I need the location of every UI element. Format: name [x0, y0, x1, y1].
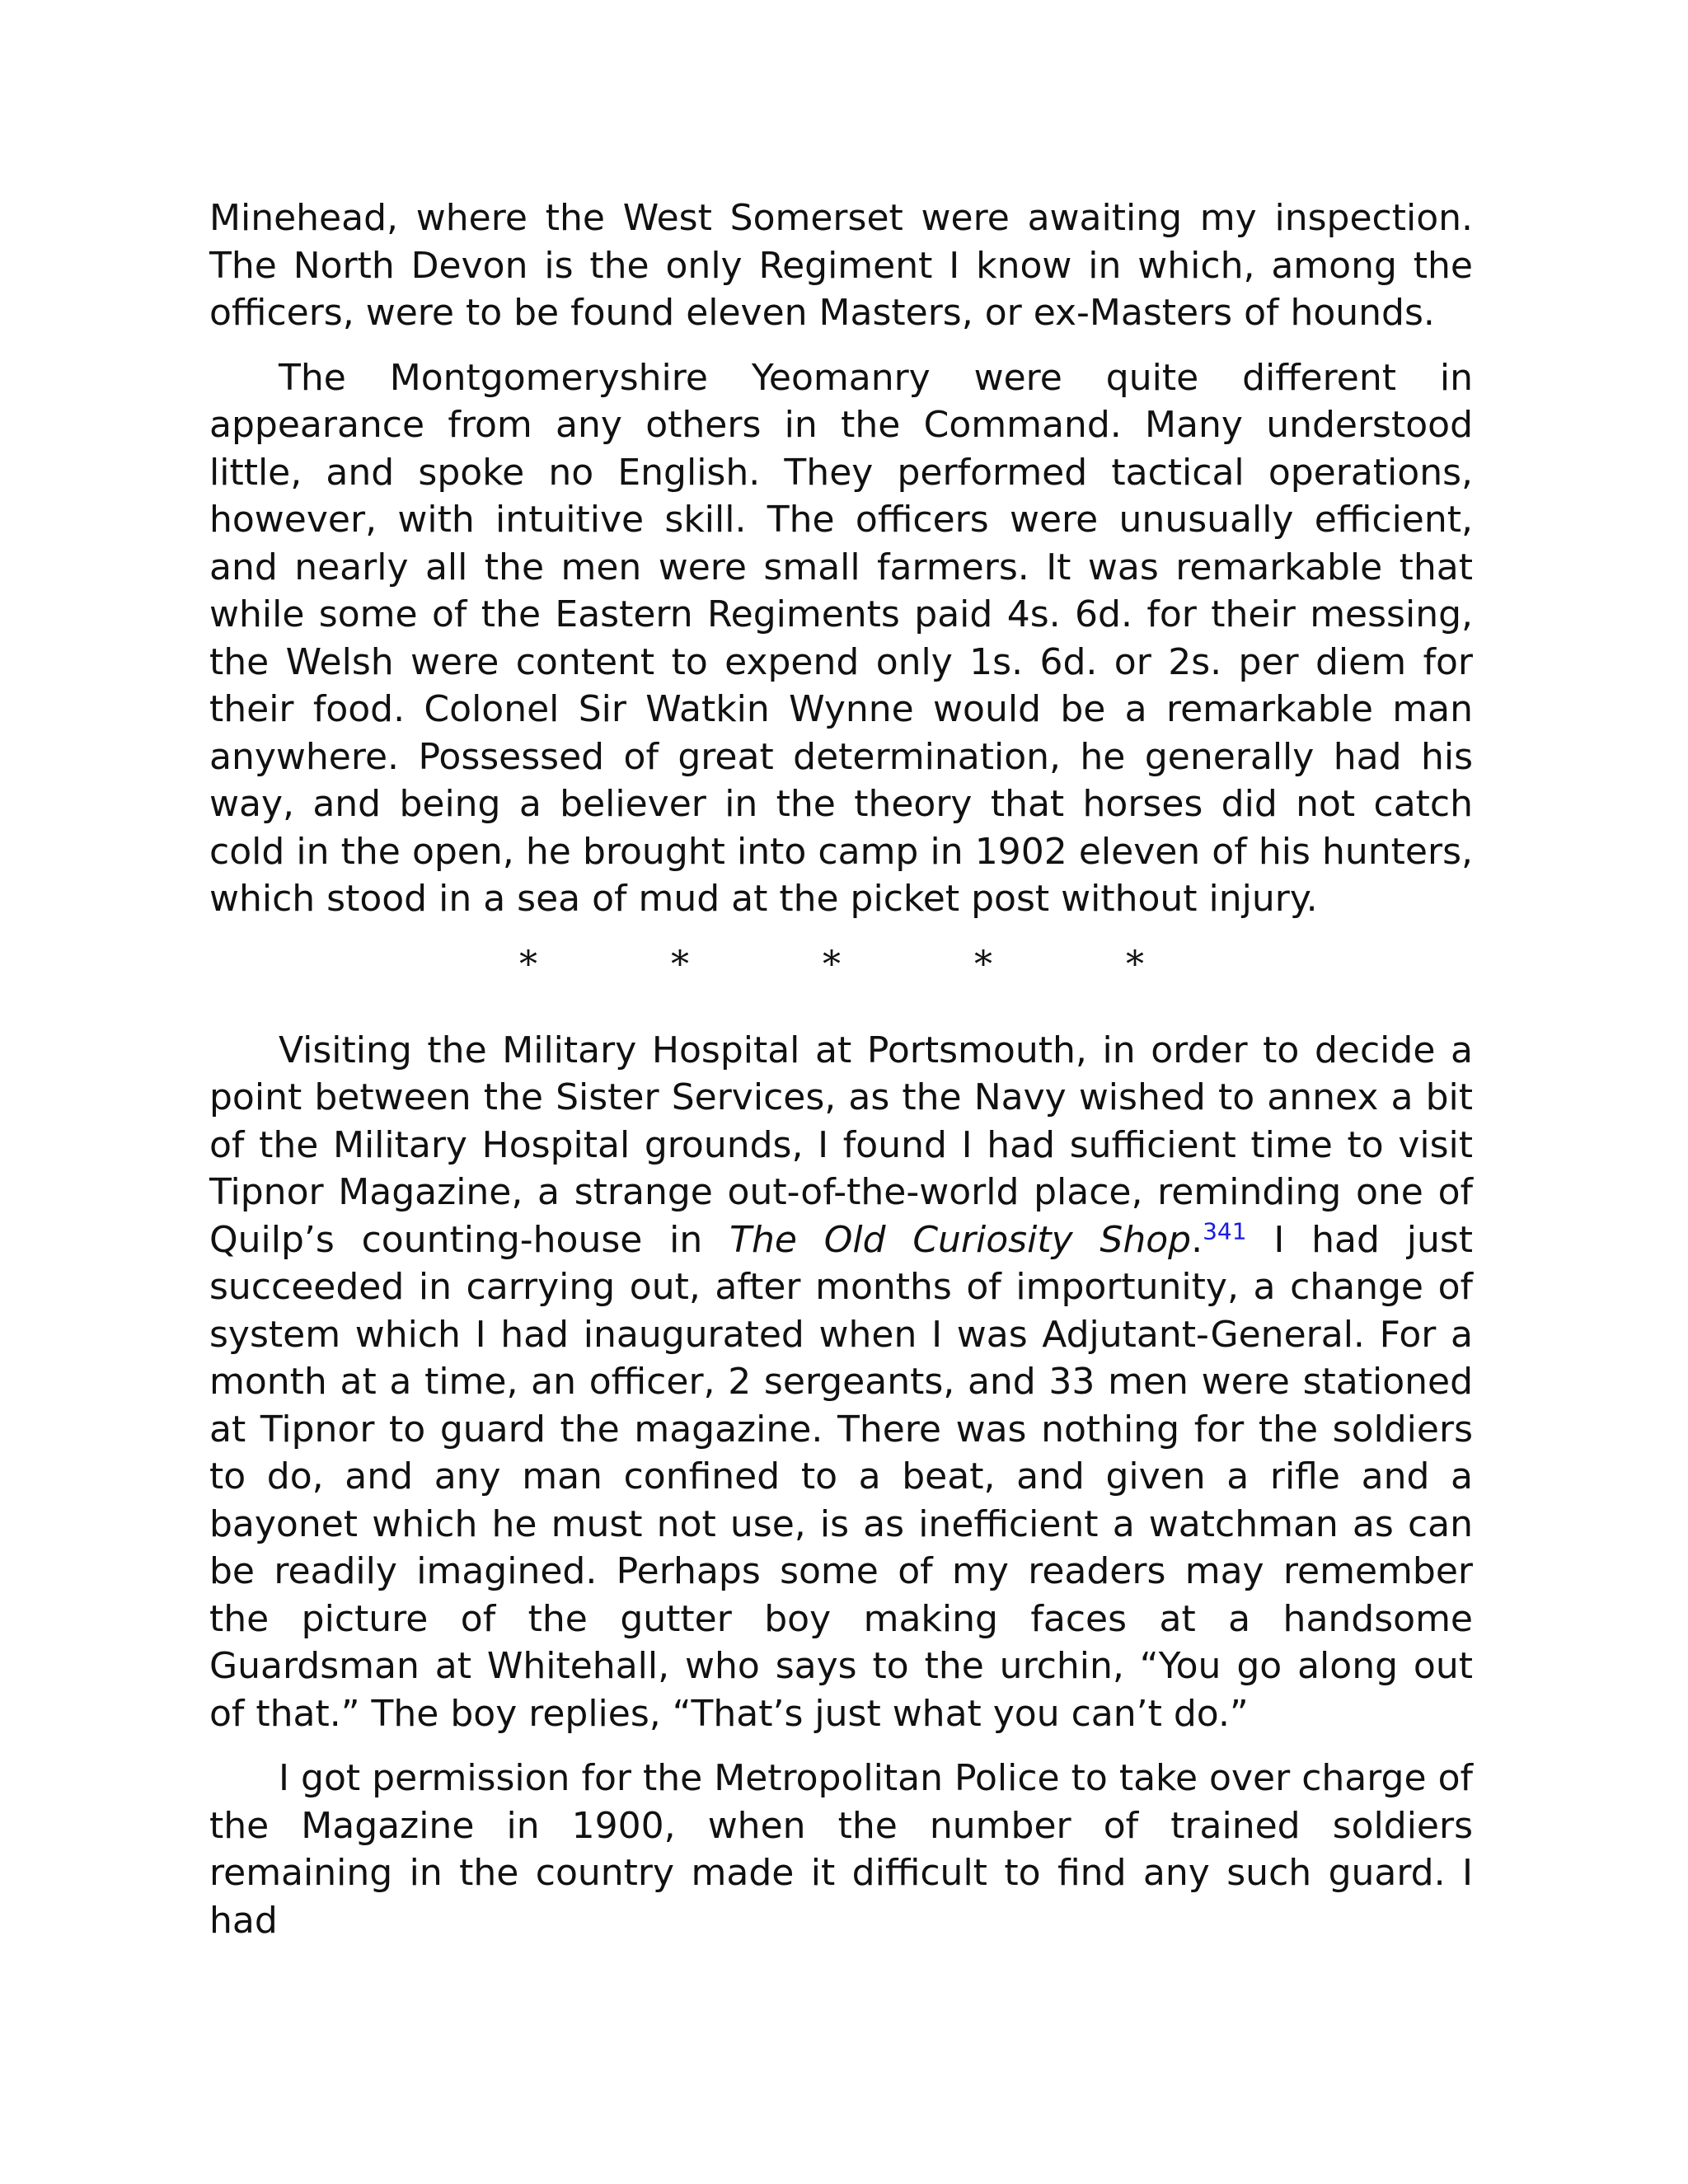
punctuation: . — [1191, 1218, 1203, 1261]
book-page — [209, 194, 1473, 1961]
separator-asterisk: * — [974, 943, 992, 986]
separator-asterisk: * — [519, 943, 537, 986]
separator-asterisk: * — [671, 943, 689, 986]
paragraph-montgomeryshire-yeomanry: The Montgomeryshire Yeomanry were quite different in appearance from any others in the Command. Many understood little, and spoke no English. They performed tactical operations, however, with intuitive skill. The officers were unusually efficient, and nearly all the men were small farmers. It was remarkable that while some of the Eastern Regiments paid 4s. 6d. for their messing, the Welsh were content to expend only 1s. 6d. or 2s. per diem for their food. Colonel Sir Watkin Wynne would be a remarkable man anywhere. Possessed of great determination, he generally had his way, and being a believer in the theory that horses did not catch cold in the open, he brought into camp in 1902 eleven of his hunters, which stood in a sea of mud at the picket post without injury. — [209, 356, 1473, 920]
separator-asterisk: * — [1126, 943, 1144, 986]
separator-asterisk: * — [823, 943, 841, 986]
section-separator — [209, 941, 1473, 988]
paragraph-military-hospital — [209, 1027, 1473, 1738]
book-title: The Old Curiosity Shop — [729, 1218, 1192, 1261]
paragraph-text: Visiting the Military Hospital at Portsmouth, in order to decide a point between the Sister Services, as the Navy wished to annex a bit of the Military Hospital grounds, I found I had sufficient time to visit Tipnor Magazine, a strange out-of-the-world place, reminding one of Quilp’s counting-house in — [209, 1029, 1473, 1261]
paragraph-metropolitan-police: I got permission for the Metropolitan Police to take over charge of the Magazine in 1900, when the number of trained soldiers remaining in the country made it difficult to find any such guard. I had — [209, 1757, 1473, 1942]
paragraph-minehead: Minehead, where the West Somerset were awaiting my inspection. The North Devon is the only Regiment I know in which, among the officers, were to be found eleven Masters, or ex-Masters of hounds. — [209, 197, 1473, 334]
footnote-link[interactable]: 341 — [1203, 1216, 1247, 1244]
paragraph-text: I had just succeeded in carrying out, after months of importunity, a change of system which I had inaugurated when I was Adjutant-General. For a month at a time, an officer, 2 sergeants, and 33 men were stationed at Tipnor to guard the magazine. There was nothing for the soldiers to do, and any man confined to a beat, and given a rifle and a bayonet which he must not use, is as inefficient a watchman as can be readily imagined. Perhaps some of my readers may remember the picture of the gutter boy making faces at a handsome Guardsman at Whitehall, who says to the urchin, “You go along out of that.” The boy replies, “That’s just what you can’t do.” — [209, 1218, 1474, 1735]
